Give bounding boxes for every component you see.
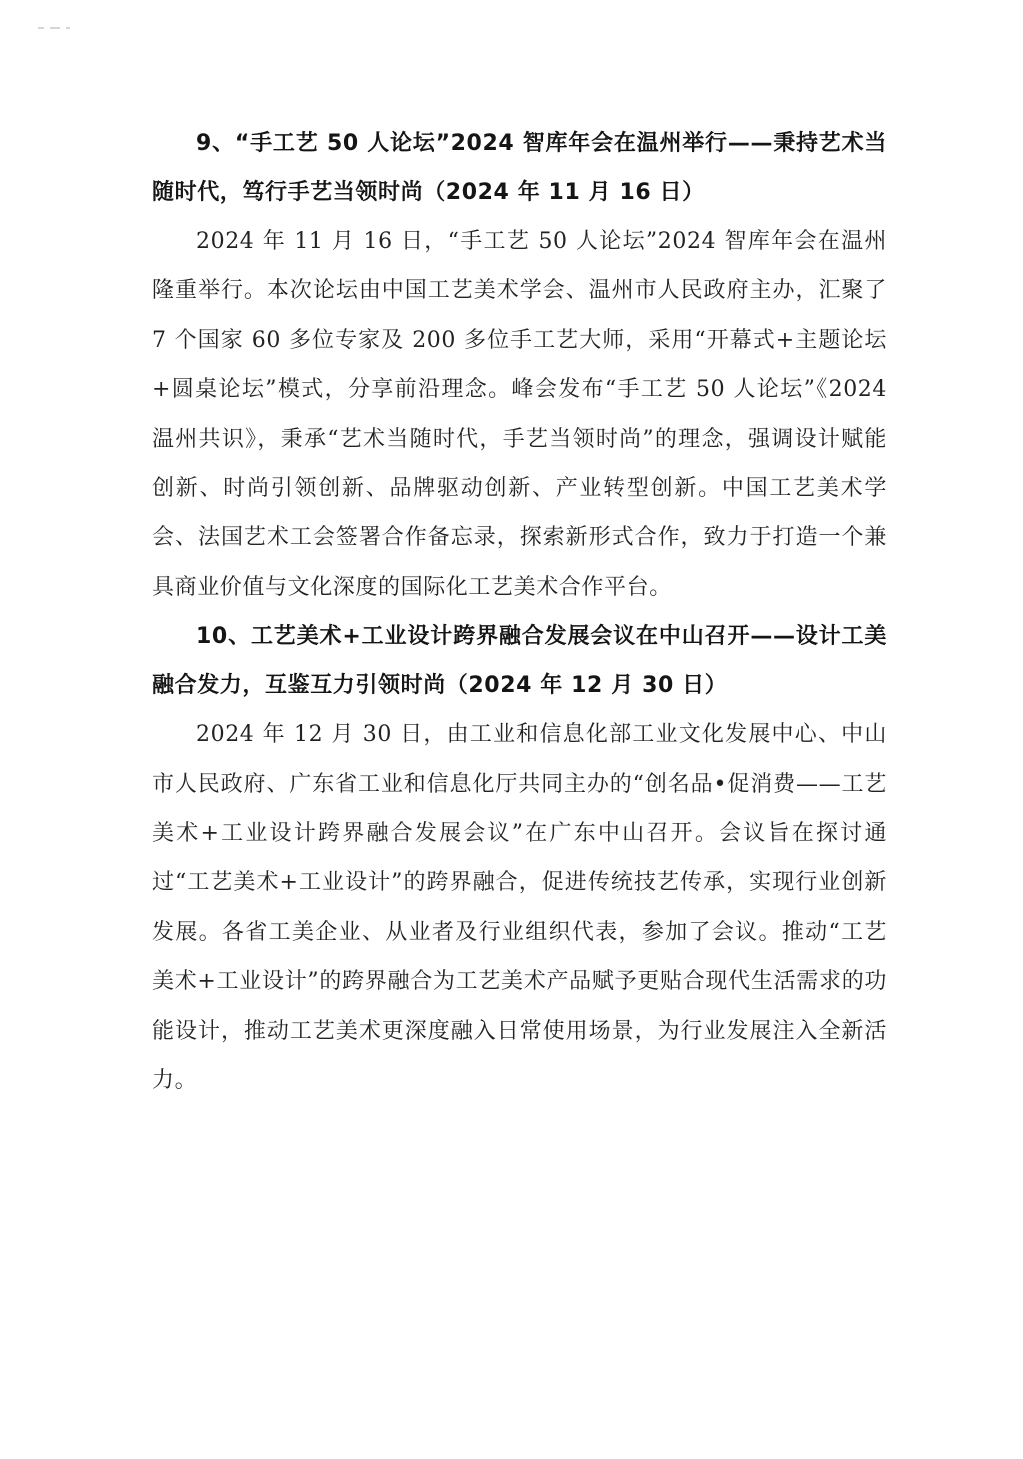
item-10-body: 2024 年 12 月 30 日，由工业和信息化部工业文化发展中心、中山市人民政府、广东省工业和信息化厅共同主办的“创名品•促消费——工艺美术+工业设计跨界融合发展会议”在广东中山召开。会议旨在探讨通过“工艺美术+工业设计”的跨界融合，促进传统技艺传承，实现行业创新发展。各省工美企业、从业者及行业组织代表，参加了会议。推动“工艺美术+工业设计”的跨界融合为工艺美术产品赋予更贴合现代生活需求的功能设计，推动工艺美术更深度融入日常使用场景，为行业发展注入全新活力。 — [152, 722, 887, 1094]
scan-artifact — [38, 24, 108, 32]
item-10-heading: 10、工艺美术+工业设计跨界融合发展会议在中山召开——设计工美融合发力，互鉴互力引领时尚（2024 年 12 月 30 日） — [152, 624, 887, 699]
document-content — [152, 119, 887, 1106]
item-9-heading: 9、“手工艺 50 人论坛”2024 智库年会在温州举行——秉持艺术当随时代，笃行手艺当领时尚（2024 年 11 月 16 日） — [152, 131, 887, 205]
item-9-body: 2024 年 11 月 16 日，“手工艺 50 人论坛”2024 智库年会在温州隆重举行。本次论坛由中国工艺美术学会、温州市人民政府主办，汇聚了 7 个国家 60 多位专家及 200 多位手工艺大师，采用“开幕式+主题论坛+圆桌论坛”模式，分享前沿理念。峰会发布“手工艺 50 人论坛”《2024 温州共识》，秉承“艺术当随时代，手艺当领时尚”的理念，强调设计赋能创新、时尚引领创新、品牌驱动创新、产业转型创新。中国工艺美术学会、法国艺术工会签署合作备忘录，探索新形式合作，致力于打造一个兼具商业价值与文化深度的国际化工艺美术合作平台。 — [152, 229, 887, 600]
